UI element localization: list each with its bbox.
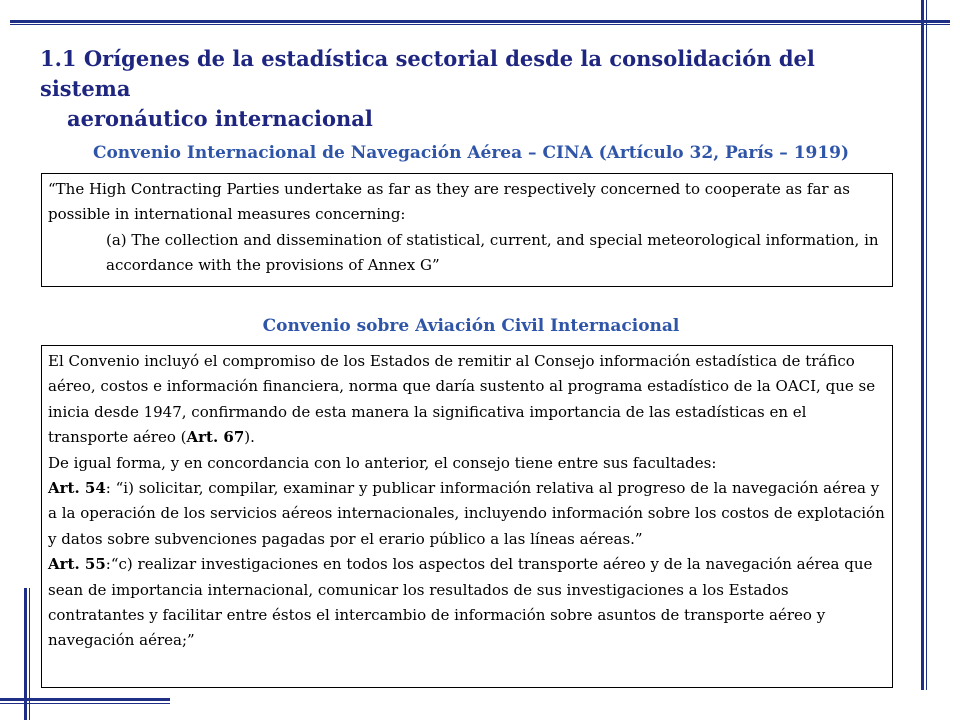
slide-title-line1: 1.1 Orígenes de la estadística sectorial desde la consolidación del sistema: [40, 46, 815, 101]
bottom-border-line-thin: [0, 703, 170, 704]
oaci-para1: [48, 349, 886, 451]
art55-paragraph: [48, 552, 886, 654]
oaci-para2: De igual forma, y en concordancia con lo anterior, el consejo tiene entre sus facultades:: [48, 453, 717, 472]
oaci-heading: Convenio sobre Aviación Civil Internacional: [262, 316, 680, 336]
art54-text: : “i) solicitar, compilar, examinar y publicar información relativa al progreso de la navegación aérea y a la operación de los servicios aéreos internacionales, incluyendo información sobre los costos de explotación y datos sobre subvenciones pagadas por el erario público a las líneas aéreas.”: [48, 479, 885, 548]
right-border-line: [921, 0, 924, 690]
cina-quote-box: [41, 173, 893, 287]
oaci-text-box: [41, 345, 893, 688]
art55-label: Art. 55: [48, 555, 106, 574]
art54-label: Art. 54: [48, 479, 106, 498]
top-border-line: [10, 20, 950, 23]
art54-paragraph: [48, 476, 886, 552]
right-border-line-thin: [926, 0, 927, 690]
art67-reference: Art. 67: [186, 428, 245, 447]
bottom-border-line: [0, 698, 170, 701]
oaci-para1-end: ).: [244, 428, 255, 447]
art55-text: :“c) realizar investigaciones en todos los aspectos del transporte aéreo y de la navegación aérea que sean de importancia internacional, comunicar los resultados de sus investigaciones a los Estados contratantes y facilitar entre éstos el intercambio de información sobre asuntos de transporte aéreo y navegación aérea;”: [48, 555, 873, 650]
cina-heading: Convenio Internacional de Navegación Aérea – CINA (Artículo 32, París – 1919): [92, 143, 850, 163]
oaci-para1-text: El Convenio incluyó el compromiso de los Estados de remitir al Consejo información estadística de tráfico aéreo, costos e información financiera, norma que daría sustento al programa estadístico de la OACI, que se inicia desde 1947, confirmando de esta manera la significativa importancia de las estadísticas en el transporte aéreo (: [48, 352, 876, 447]
top-border-line-thin: [10, 24, 950, 25]
slide-title: [40, 44, 910, 134]
slide-title-line2: aeronáutico internacional: [67, 106, 373, 131]
cina-quote-para1: “The High Contracting Parties undertake as far as they are respectively concerned to cooperate as far as possible in international measures concerning:: [48, 180, 850, 224]
cina-quote-para2: (a) The collection and dissemination of statistical, current, and special meteorological information, in accordance with the provisions of Annex G”: [106, 230, 879, 275]
